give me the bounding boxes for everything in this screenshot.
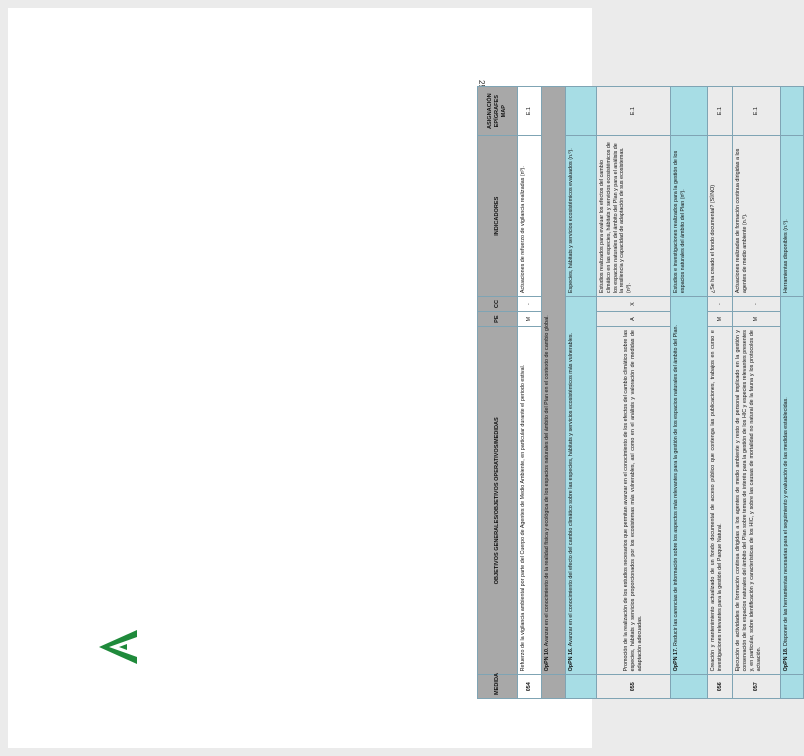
measure-text: Ejecución de actividades de formación continua dirigidas a los agentes de medio ambiente y resto de personal implicado en la gestión y conservación de los espacios naturales del ámbito del Plan sobre temas de interés para la gestión de los HIC y especies relevantes presentes y, en particular, sobre identificación y características de los HIC, y sobre las causas de mortalidad no natural de la fauna y los protocolos de actuación.: [733, 327, 780, 675]
objective-label: OpPN 16.: [567, 647, 574, 672]
measure-number: 057: [733, 675, 780, 699]
cc-value: -: [707, 297, 732, 312]
objective-description: Reducir las carencias de información sobre los aspectos más relevantes para la gestión de los espacios naturales del ámbito del Plan.: [673, 325, 680, 646]
measure-text: Creación y mantenimiento actualizado de un fondo documental de acceso público que contenga las publicaciones, trabajos en curso e investigaciones relevantes para la gestión del Parque Natural.: [707, 327, 732, 675]
indicator-text: Actuaciones realizadas de formación continua dirigidas a los agentes de medio ambiente (n.º).: [733, 136, 780, 297]
measure-number: 054: [518, 675, 542, 699]
table-row: [707, 87, 732, 699]
objective-label: OpPN 10.: [544, 647, 551, 672]
pe-value: M: [707, 312, 732, 327]
pe-value: A: [597, 312, 671, 327]
cc-value: -: [733, 297, 780, 312]
objective-band-opn10: [542, 87, 565, 699]
header-asignacion: ASIGNACIÓN EPÍGRAFES MAP: [478, 87, 518, 136]
map-assignment: E.1: [518, 87, 542, 136]
measure-text: Refuerzo de la vigilancia ambiental por parte del Cuerpo de Agentes de Medio Ambiente, en particular durante el periodo estival.: [518, 327, 542, 675]
objective-text: [671, 297, 708, 675]
objective-band-opn18: [780, 87, 803, 699]
objective-description: Avanzar en el conocimiento de la realidad física y ecológica de los espacios naturales del ámbito del Plan en el contexto de cambio global.: [544, 315, 551, 647]
objective-description: Disponer de las herramientas necesarias para el seguimiento y evaluación de las medidas establecidas.: [782, 397, 789, 646]
map-assignment: E.1: [597, 87, 671, 136]
indicator-text: Estudios e investigaciones realizados para la gestión de los espacios naturales del ámbito del Plan (nº).: [671, 136, 708, 297]
measure-number: 056: [707, 675, 732, 699]
cc-value: X: [597, 297, 671, 312]
table-header-row: [478, 87, 518, 699]
header-objetivos: OBJETIVOS GENERALES/OBJETIVOS OPERATIVOS/MEDIDAS: [478, 327, 518, 675]
table-row: [597, 87, 671, 699]
indicator-text: Actuaciones de refuerzo de vigilancia realizadas (nº).: [518, 136, 542, 297]
table-row: [518, 87, 542, 699]
table-row: [733, 87, 780, 699]
objective-band-opn16: [565, 87, 597, 699]
pe-value: M: [518, 312, 542, 327]
objective-text: [542, 87, 565, 675]
objective-text: [780, 297, 803, 675]
header-indicadores: INDICADORES: [478, 136, 518, 297]
pe-value: M: [733, 312, 780, 327]
objective-text: [565, 297, 597, 675]
header-pe: PE: [478, 312, 518, 327]
map-assignment: E.1: [707, 87, 732, 136]
indicator-text: Estudios realizados para evaluar los efectos del cambio climático en las especies, hábitats y servicios ecosistémicos de los espacios naturales del ámbito del Plan y para el análisis de la resiliencia y capacidad de adaptación de sus ecosistemas. (nº).: [597, 136, 671, 297]
objective-label: OpPN 18.: [782, 647, 789, 672]
junta-andalucia-logo: [97, 626, 139, 668]
header-medida: MEDIDA: [478, 675, 518, 699]
measure-number: 055: [597, 675, 671, 699]
indicator-text: Especies, hábitats y servicios ecosistémicos evaluados (n.º).: [565, 136, 597, 297]
objective-label: OpPN 17.: [673, 647, 680, 672]
measure-text: Promoción de la realización de los estudios necesarios que permitan avanzar en el conocimiento de los efectos del cambio climático sobre las especies, hábitats y servicios proporcionados por los ecosistemas más vulnerables, así como en el análisis y valoración de medidas de adaptación adecuadas.: [597, 327, 671, 675]
indicator-text: Herramientas disponibles (n.º).: [780, 136, 803, 297]
rotated-table-container: [477, 86, 804, 699]
objective-description: Avanzar en el conocimiento del efecto del cambio climático sobre las especies, hábitats y servicios ecosistémicos más vulnerables.: [567, 332, 574, 647]
indicator-text: ¿Se ha creado el fondo documental? (SÍ/NO): [707, 136, 732, 297]
header-cc: CC: [478, 297, 518, 312]
objective-band-opn17: [671, 87, 708, 699]
measures-table: [477, 86, 804, 699]
map-assignment: E.1: [733, 87, 780, 136]
cc-value: -: [518, 297, 542, 312]
